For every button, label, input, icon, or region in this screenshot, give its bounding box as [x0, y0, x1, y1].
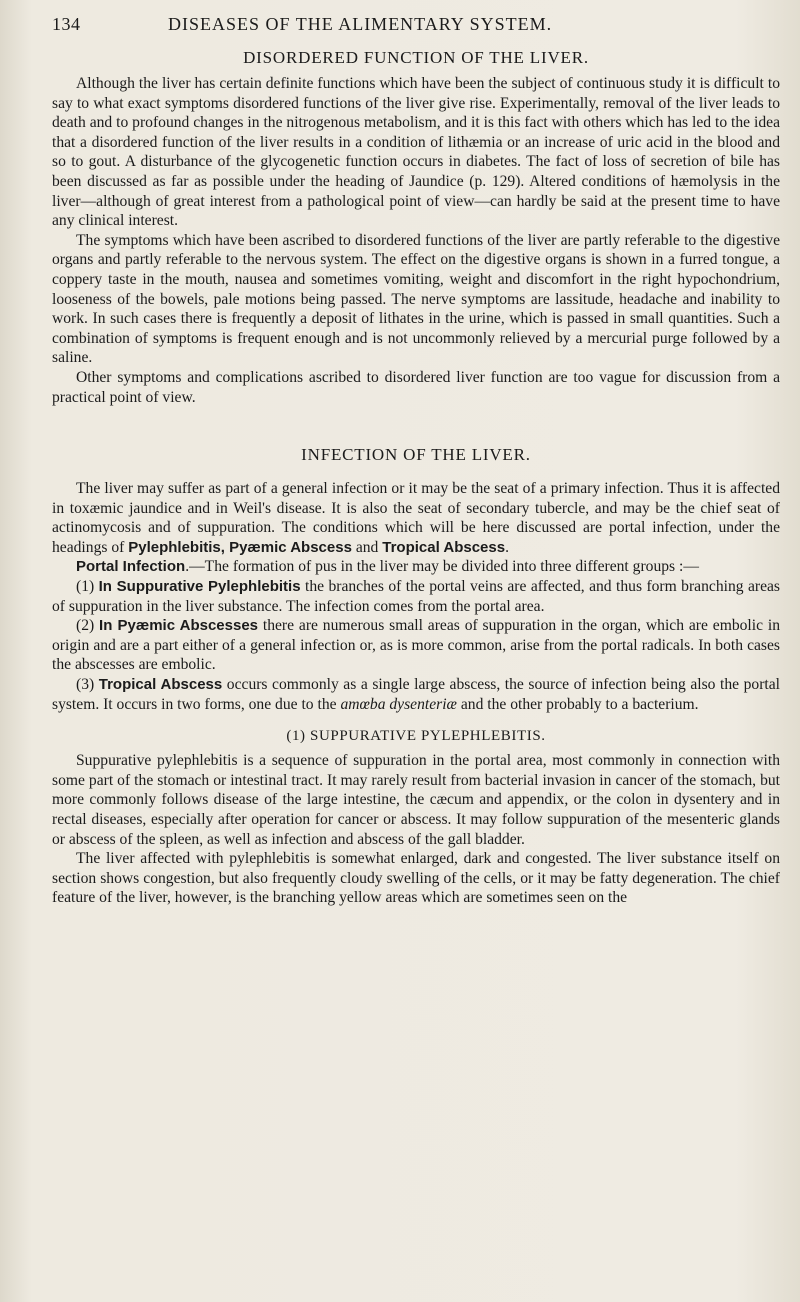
- running-head: [52, 10, 780, 40]
- page-number: 134: [52, 14, 81, 34]
- text-run: and: [351, 538, 383, 556]
- text-run: .—The formation of pus in the liver may be divided into three different groups :—: [185, 558, 699, 576]
- text-run: and the other probably to a bacterium.: [456, 695, 699, 713]
- paragraph: The liver affected with pylephlebitis is somewhat enlarged, dark and congested. The liver substance itself on section shows congestion, but also frequently cloudy swelling of the cells, or it may be fatty degeneration. The chief feature of the liver, however, is the branching yellow areas which are sometimes seen on the: [52, 850, 780, 907]
- subsection-heading-pylephlebitis: (1) SUPPURATIVE PYLEPHLEBITIS.: [286, 728, 546, 745]
- list-number: (2): [76, 617, 100, 635]
- bold-term: Tropical Abscess: [382, 538, 506, 556]
- section-heading-infection: INFECTION OF THE LIVER.: [301, 445, 531, 465]
- paragraph: Suppurative pylephlebitis is a sequence of suppuration in the portal area, most commonly in connection with some part of the stomach or intestinal tract. It may rarely result from bacterial invasion in cancer of the stomach, but more commonly follows disease of the large intestine, the cæcum and appendix, or the colon in dysentery and in rectal diseases, especially after operation for cancer or abscess. It may follow suppuration of the mesenteric glands or abscess of the spleen, as well as infection and abscess of the gall bladder.: [52, 752, 780, 848]
- bold-term: Portal Infection: [76, 558, 186, 576]
- text-run: .: [505, 538, 509, 556]
- italic-term: amœba dysenteriæ: [340, 695, 457, 713]
- list-number: (3): [76, 676, 99, 694]
- text-run: occurs commonly as a single large abscess, the source of infection being also the portal system. It occurs in two forms, one due to the: [52, 676, 780, 713]
- text-run: there are numerous small areas of suppuration in the organ, which are embolic in origin and are a part either of a general infection or, as is more common, arise from the portal radicals. In both cases the abscesses are embolic.: [52, 617, 780, 674]
- list-item: [52, 675, 780, 714]
- page-content: [52, 10, 780, 908]
- running-title: DISEASES OF THE ALIMENTARY SYSTEM.: [168, 14, 553, 34]
- section-heading-disordered-function: DISORDERED FUNCTION OF THE LIVER.: [243, 48, 589, 67]
- bold-term: In Pyæmic Abscesses: [99, 617, 259, 635]
- paragraph: The symptoms which have been ascribed to disordered functions of the liver are partly referable to the digestive organs and partly referable to the nervous system. The effect on the digestive organs is shown in a furred tongue, a coppery taste in the mouth, nausea and sometimes vomiting, weight and discomfort in the right hypochondrium, looseness of the bowels, pale motions being passed. The nerve symptoms are lassitude, headache and inability to work. In such cases there is frequently a deposit of lithates in the urine, which is passed in small quantities. Such a combination of symptoms is frequent enough and is not uncommonly relieved by a mercurial purge followed by a saline.: [52, 231, 780, 367]
- list-number: (1): [76, 578, 99, 596]
- paragraph: Although the liver has certain definite functions which have been the subject of continuous study it is difficult to say to what exact symptoms disordered functions of the liver give rise. Experimentally, removal of the liver leads to death and to profound changes in the nitrogenous metabolism, and it is this fact with others which has led to the idea that a disordered function of the liver results in a condition of lithæmia or an increase of uric acid in the blood and so to gout. A disturbance of the glycogenetic function occurs in diabetes. The fact of loss of secretion of bile has been discussed as far as possible under the heading of Jaundice (p. 129). Altered conditions of hæmolysis in the liver—although of great interest from a pathological point of view—can hardly be said at the present time to have any clinical interest.: [52, 75, 780, 230]
- bold-term: Pylephlebitis, Pyæmic Abscess: [128, 538, 352, 556]
- list-item: [52, 616, 780, 675]
- paragraph: [52, 557, 780, 577]
- text-run: the branches of the portal veins are affected, and thus form branching areas of suppuration in the liver substance. The infection comes from the portal area.: [52, 578, 780, 615]
- list-item: [52, 577, 780, 616]
- bold-term: In Suppurative Pylephlebitis: [98, 578, 301, 596]
- paragraph: Other symptoms and complications ascribed to disordered liver function are too vague for discussion from a practical point of view.: [52, 368, 780, 406]
- paragraph: [52, 479, 780, 557]
- bold-term: Tropical Abscess: [98, 676, 223, 694]
- text-run: The liver may suffer as part of a general infection or it may be the seat of a primary infection. Thus it is affected in toxæmic jaundice and in Weil's disease. It is also the seat of secondary tubercle, and may be the chief seat of actinomycosis and of suppuration. The conditions which will be here discussed are portal infection, under the headings of: [52, 480, 780, 556]
